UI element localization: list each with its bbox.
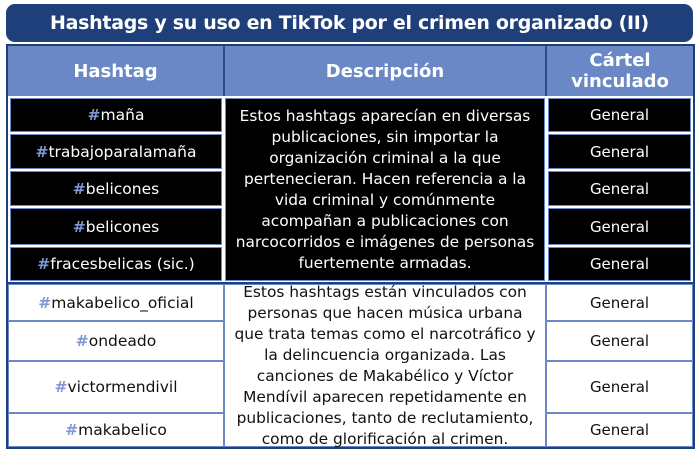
cartel-cell: General — [546, 321, 693, 361]
cartel-cell: General — [546, 413, 693, 447]
table-title: Hashtags y su uso en TikTok por el crimen organizado (II) — [6, 4, 693, 42]
table-row-hashtag — [10, 208, 222, 245]
description-cell: Estos hashtags aparecían en diversas publicaciones, sin importar la organización criminal a la que pertenecieran. Hacen referencia a la vida criminal y comúnmente acompañan a publicaciones con narcocorridos e imágenes de personas fuertemente armadas. — [225, 98, 545, 281]
hashtag-text: belicones — [85, 217, 160, 236]
hashtag-text: victormendivil — [67, 378, 178, 396]
hashtag-text: trabajoparalamaña — [48, 142, 197, 161]
hashtag-text: makabelico — [78, 421, 167, 439]
cartel-cell: General — [548, 98, 691, 132]
table-row-hashtag — [10, 98, 222, 132]
table-header — [8, 46, 693, 96]
table-row-hashtag — [8, 413, 224, 447]
hash-symbol: # — [72, 179, 86, 198]
table-row-hashtag — [8, 361, 224, 413]
hash-symbol: # — [65, 421, 79, 439]
hash-symbol: # — [75, 332, 89, 350]
cartel-cell: General — [548, 247, 691, 281]
hash-symbol: # — [87, 106, 101, 124]
hashtag-text: fracesbelicas (sic.) — [50, 255, 195, 273]
cartel-cell: General — [546, 361, 693, 413]
hashtag-table — [6, 44, 695, 449]
hashtag-text: ondeado — [88, 332, 157, 350]
table-row-hashtag — [8, 321, 224, 361]
hashtag-text: maña — [100, 106, 145, 124]
table-row-hashtag — [8, 284, 224, 321]
description-cell: Estos hashtags están vinculados con personas que hacen música urbana que trata temas como el narcotráfico y la delincuencia organizada. Las canciones de Makabélico y Víctor Mendívil aparecen repetidamente en publicaciones, tanto de reclutamiento, como de glorificación al crimen. — [224, 284, 546, 447]
hashtag-text: belicones — [85, 179, 160, 198]
table-row-hashtag — [10, 171, 222, 206]
cartel-cell: General — [548, 208, 691, 245]
hash-symbol: # — [35, 142, 49, 161]
header-descripcion: Descripción — [325, 60, 445, 82]
cartel-cell: General — [548, 171, 691, 206]
hashtag-text: makabelico_oficial — [51, 293, 194, 312]
table-row-hashtag — [10, 134, 222, 169]
cartel-cell: General — [548, 134, 691, 169]
header-hashtag: Hashtag — [73, 60, 158, 82]
header-cartel: Cártel vinculado — [571, 50, 669, 92]
cartel-cell: General — [546, 284, 693, 321]
table-row-hashtag — [10, 247, 222, 281]
hash-symbol: # — [38, 293, 52, 312]
hash-symbol: # — [54, 378, 68, 396]
hash-symbol: # — [72, 217, 86, 236]
hash-symbol: # — [37, 255, 51, 273]
